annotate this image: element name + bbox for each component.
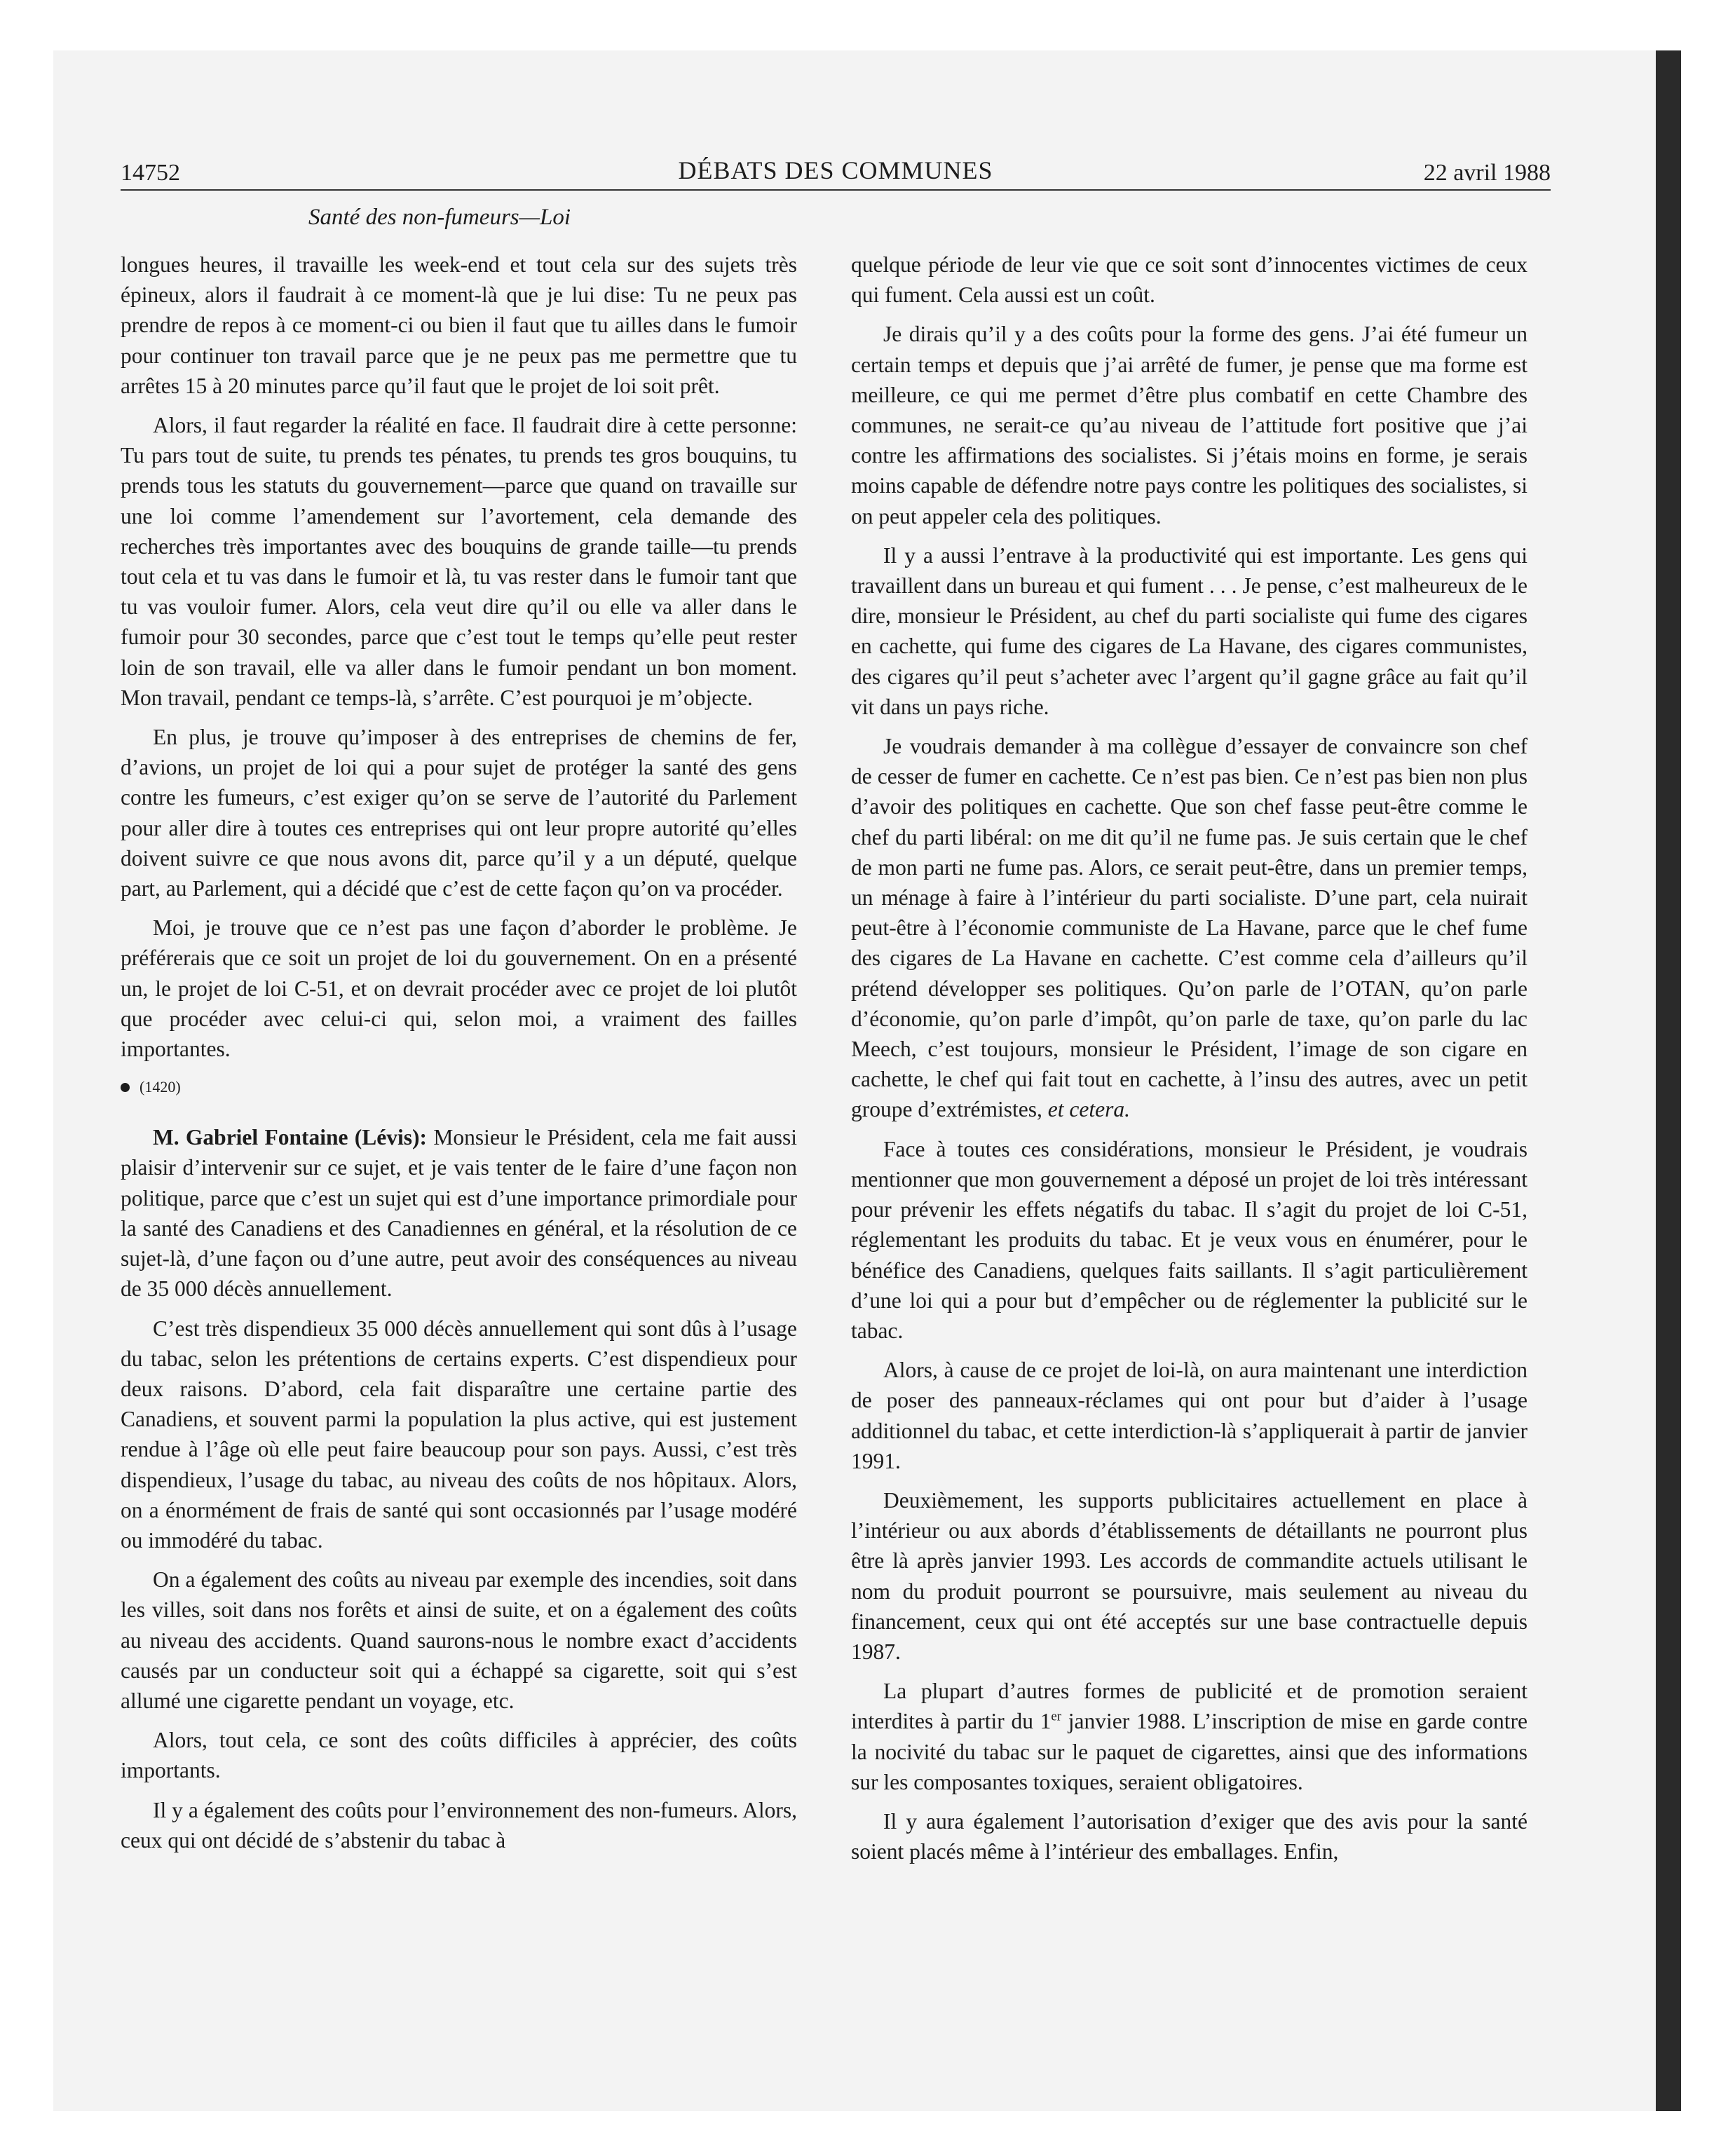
- paragraph-text: janvier 1988. L’inscription de mise en garde contre la nocivité du tabac sur le paquet de cigarettes, ainsi que des informations sur les composantes toxiques, seraient obligatoires.: [851, 1709, 1528, 1794]
- page-number: 14752: [121, 160, 180, 186]
- section-title: Santé des non-fumeurs—Loi: [308, 205, 571, 230]
- paragraph: Alors, il faut regarder la réalité en face. Il faudrait dire à cette personne: Tu pars tout de suite, tu prends tes pénates, tu prends tes gros bouquins, tu prends tous les statuts du gouvernement—parce que quand on travaille sur une loi comme l’amendement sur l’avortement, cela demande des recherches très importantes avec des bouquins de grande taille—tu prends tout cela et tu vas dans le fumoir et là, tu vas rester dans le fumoir tant que tu vas vouloir fumer. Alors, cela veut dire qu’il ou elle va aller dans le fumoir pour 30 secondes, parce que c’est tout le temps qu’elle peut rester loin de son travail, elle va aller dans le fumoir pendant un bon moment. Mon travail, pendant ce temps-là, s’arrête. C’est pourquoi je m’objecte.: [121, 413, 797, 710]
- paragraph: longues heures, il travaille les week-end et tout cela sur des sujets très épineux, alors il faudrait à ce moment-là que je lui dise: Tu ne peux pas prendre de repos à ce moment-ci ou bien il faut que tu ailles dans le fumoir pour continuer ton travail parce que je ne peux pas me permettre que tu arrêtes 15 à 20 minutes parce qu’il faut que le projet de loi soit prêt.: [121, 252, 797, 398]
- paragraph: Il y a également des coûts pour l’environnement des non-fumeurs. Alors, ceux qui ont décidé de s’abstenir du tabac à: [121, 1797, 797, 1853]
- scan-edge-shadow: [1656, 50, 1681, 2111]
- left-column: [121, 250, 797, 1864]
- paragraph: Alors, tout cela, ce sont des coûts difficiles à apprécier, des coûts importants.: [121, 1728, 797, 1783]
- paragraph-text: Je voudrais demander à ma collègue d’essayer de convaincre son chef de cesser de fumer en cachette. Ce n’est pas bien. Ce n’est pas bien non plus d’avoir des politiques en cachette. Que son chef fasse peut-être comme le chef du parti libéral: on me dit qu’il ne fume pas. Je suis certain que le chef de mon parti ne fume pas. Alors, ce serait peut-être, dans un premier temps, un ménage à faire à l’intérieur du parti socialiste. D’une part, cela nuirait peut-être à l’économie communiste de La Havane, parce que le chef fume des cigares de La Havane en cachette. C’est comme cela d’ailleurs qu’il prétend développer ses politiques. Qu’on parle de l’OTAN, qu’on parle d’économie, qu’on parle d’impôt, qu’on parle de taxe, qu’on parle du lac Meech, c’est toujours, monsieur le Président, l’image de son cigare en cachette, le chef qui fait tout en cachette, à l’insu des autres, avec un petit groupe d’extrémistes,: [851, 734, 1528, 1122]
- paragraph: Alors, à cause de ce projet de loi-là, on aura maintenant une interdiction de poser des panneaux-réclames qui ont pour but d’aider à l’usage additionnel du tabac, et cette interdiction-là s’appliquerait à partir de janvier 1991.: [851, 1358, 1528, 1473]
- paragraph: [851, 1676, 1528, 1797]
- speech-text: Monsieur le Président, cela me fait aussi plaisir d’intervenir sur ce sujet, et je vais tenter de le faire d’une façon non politique, parce que c’est un sujet qui est d’une importance primordiale pour la santé des Canadiens et des Canadiennes en général, et la résolution de ce sujet-là, d’une façon ou d’une autre, peut avoir des conséquences au niveau de 35 000 décès annuellement.: [121, 1125, 797, 1302]
- paragraph: Il y aura également l’autorisation d’exiger que des avis pour la santé soient placés même à l’intérieur des emballages. Enfin,: [851, 1808, 1528, 1864]
- time-marker-label: (1420): [140, 1078, 181, 1096]
- journal-title: DÉBATS DES COMMUNES: [678, 156, 993, 184]
- paragraph: C’est très dispendieux 35 000 décès annuellement qui sont dûs à l’usage du tabac, selon les prétentions de certains experts. C’est dispendieux pour deux raisons. D’abord, cela fait disparaître une certaine partie des Canadiens, et souvent parmi la population la plus active, qui est justement rendue à l’âge où elle peut faire beaucoup pour son pays. Aussi, c’est très dispendieux, l’usage du tabac, au niveau des coûts de nos hôpitaux. Alors, on a énormément de frais de santé qui sont occasionnés par l’usage modéré ou immodéré du tabac.: [121, 1316, 797, 1553]
- right-column: [851, 250, 1528, 1876]
- bullet-icon: [121, 1083, 130, 1092]
- superscript: er: [1051, 1709, 1062, 1724]
- paragraph: Deuxièmement, les supports publicitaires actuellement en place à l’intérieur ou aux abords d’établissements de détaillants ne pourront plus être là après janvier 1993. Les accords de commandite actuels utilisant le nom du produit pourront se poursuivre, mais seulement au niveau du financement, ceux qui ont été acceptés sur une base contractuelle depuis 1987.: [851, 1487, 1528, 1664]
- speaker-name: M. Gabriel Fontaine (Lévis):: [153, 1125, 428, 1150]
- paragraph: [851, 731, 1528, 1125]
- paragraph-text: La plupart d’autres formes de publicité et de promotion seraient interdites à partir du 1: [851, 1679, 1528, 1734]
- paragraph: En plus, je trouve qu’imposer à des entreprises de chemins de fer, d’avions, un projet de loi qui a pour sujet de protéger la santé des gens contre les fumeurs, c’est exiger qu’on se serve de l’autorité du Parlement pour aller dire à toutes ces entreprises qui ont leur propre autorité qu’elles doivent suivre ce que nous avons dit, parce qu’il y a un député, quelque part, au Parlement, qui a décidé que c’est de cette façon qu’on va procéder.: [121, 725, 797, 901]
- italic-text: et cetera.: [1047, 1097, 1130, 1122]
- time-marker: [121, 1073, 797, 1101]
- paragraph: quelque période de leur vie que ce soit sont d’innocentes victimes de ceux qui fument. Cela aussi est un coût.: [851, 252, 1528, 308]
- issue-date: 22 avril 1988: [1423, 160, 1551, 186]
- paragraph: Il y a aussi l’entrave à la productivité qui est importante. Les gens qui travaillent dans un bureau et qui fument . . . Je pense, c’est malheureux de le dire, monsieur le Président, au chef du parti socialiste qui fume des cigares en cachette, qui fume des cigares de La Havane, des cigares communistes, des cigares qu’il peut s’acheter avec l’argent qu’il gagne grâce au fait qu’il vit dans un pays riche.: [851, 543, 1528, 719]
- paragraph: Moi, je trouve que ce n’est pas une façon d’aborder le problème. Je préférerais que ce soit un projet de loi du gouvernement. On en a présenté un, le projet de loi C-51, et on devrait procéder avec ce projet de loi plutôt que procéder avec celui-ci qui, selon moi, a vraiment des failles importantes.: [121, 915, 797, 1062]
- running-header: [121, 158, 1551, 191]
- speech-paragraph: [121, 1122, 797, 1304]
- paragraph: On a également des coûts au niveau par exemple des incendies, soit dans les villes, soit dans nos forêts et ainsi de suite, et on a également des coûts au niveau des accidents. Quand saurons-nous le nombre exact d’accidents causés par un conducteur soit qui a échappé sa cigarette, soit qui s’est allumé une cigarette pendant un voyage, etc.: [121, 1567, 797, 1713]
- paragraph: Je dirais qu’il y a des coûts pour la forme des gens. J’ai été fumeur un certain temps et depuis que j’ai arrêté de fumer, je pense que ma forme est meilleure, ce qui me permet d’être plus combatif en cette Chambre des communes, ne serait-ce qu’au niveau de l’attitude fort positive que j’ai contre les affirmations des socialistes. Si j’étais moins en forme, je serais moins capable de défendre notre pays contre les politiques des socialistes, si on peut appeler cela des politiques.: [851, 322, 1528, 528]
- paragraph: Face à toutes ces considérations, monsieur le Président, je voudrais mentionner que mon gouvernement a déposé un projet de loi très intéressant pour prévenir les effets négatifs du tabac. Il s’agit du projet de loi C-51, réglementant les produits du tabac. Et je veux vous en énumérer, pour le bénéfice des Canadiens, quelques faits saillants. Il s’agit particulièrement d’une loi qui a pour but d’empêcher ou de réglementer la publicité sur le tabac.: [851, 1136, 1528, 1343]
